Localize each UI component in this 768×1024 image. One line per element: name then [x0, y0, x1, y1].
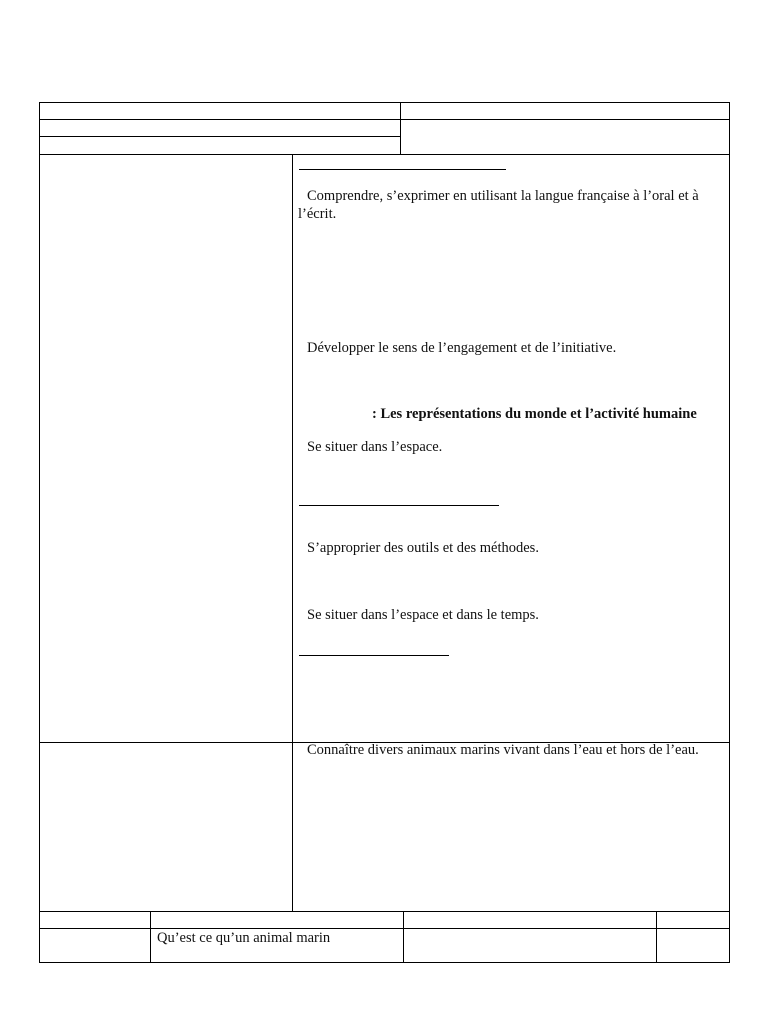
header-table — [39, 102, 730, 155]
blank-line-3 — [299, 655, 449, 656]
sessions-col-1 — [150, 911, 151, 963]
sessions-col-3 — [656, 911, 657, 963]
sessions-col-2 — [403, 911, 404, 963]
blank-line-2 — [299, 505, 499, 506]
goal-section — [39, 742, 730, 912]
session-title: Qu’est ce qu’un animal marin — [157, 930, 331, 946]
header-row-line-1 — [39, 119, 730, 120]
objective-4: S’approprier des outils et des méthodes. — [307, 540, 539, 556]
domain-heading: : Les représentations du monde et l’activité humaine — [372, 406, 697, 422]
header-divider — [400, 102, 401, 155]
blank-line-1 — [299, 169, 506, 170]
objective-1: Comprendre, s’exprimer en utilisant la langue française à l’oral et à l’écrit. — [298, 188, 699, 222]
objective-5: Se situer dans l’espace et dans le temps. — [307, 607, 539, 623]
header-row-line-2 — [39, 136, 400, 137]
objective-2: Développer le sens de l’engagement et de l’initiative. — [307, 340, 617, 356]
objective-3: Se situer dans l’espace. — [307, 439, 443, 455]
goal-text: Connaître divers animaux marins vivant dans l’eau et hors de l’eau. — [307, 742, 699, 758]
